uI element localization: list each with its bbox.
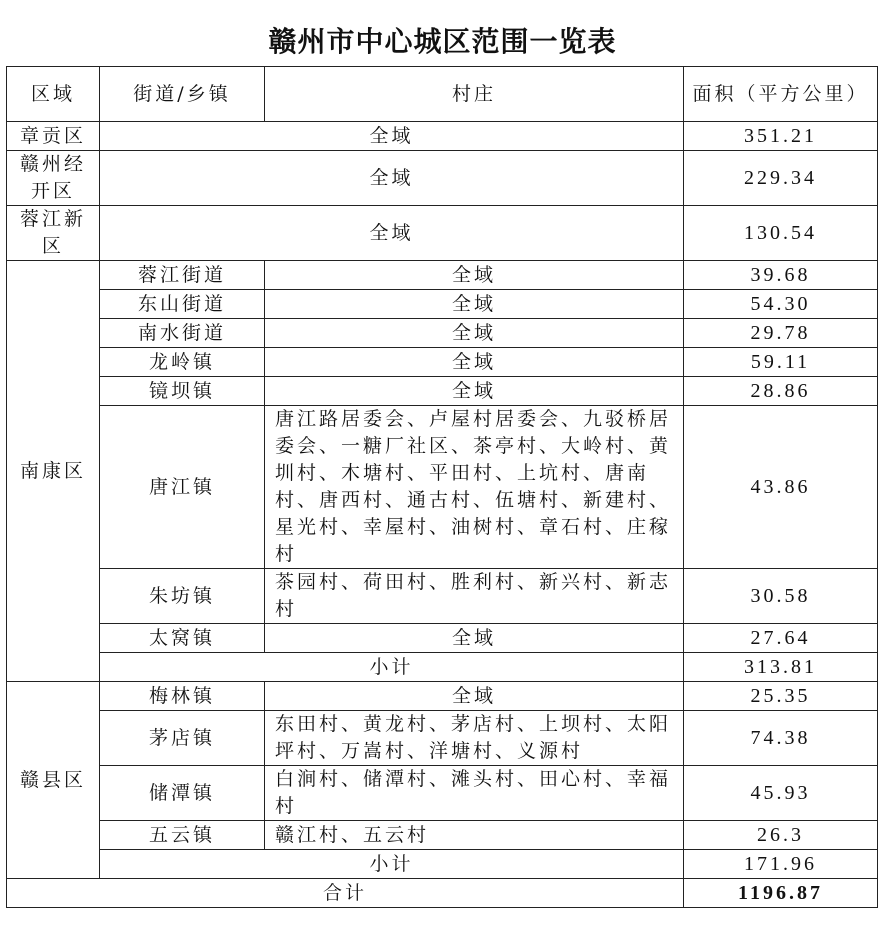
total-value: 1196.87 bbox=[684, 879, 878, 908]
table-row-zhanggong bbox=[7, 122, 878, 151]
village-cell: 全域 bbox=[100, 206, 684, 261]
street-cell: 梅林镇 bbox=[100, 682, 265, 711]
area-cell: 229.34 bbox=[684, 151, 878, 206]
header-area: 面积（平方公里） bbox=[684, 67, 878, 122]
village-cell: 全域 bbox=[265, 624, 684, 653]
table-row-subtotal bbox=[7, 850, 878, 879]
area-cell: 54.30 bbox=[684, 290, 878, 319]
table-row bbox=[7, 711, 878, 766]
page-title: 赣州市中心城区范围一览表 bbox=[268, 25, 617, 58]
village-cell: 白涧村、储潭村、滩头村、田心村、幸福村 bbox=[265, 766, 684, 821]
area-cell: 27.64 bbox=[684, 624, 878, 653]
area-cell: 39.68 bbox=[684, 261, 878, 290]
village-cell: 全域 bbox=[265, 377, 684, 406]
table-row-subtotal bbox=[7, 653, 878, 682]
street-cell: 东山街道 bbox=[100, 290, 265, 319]
table-row bbox=[7, 682, 878, 711]
street-cell: 龙岭镇 bbox=[100, 348, 265, 377]
subtotal-value: 171.96 bbox=[684, 850, 878, 879]
area-cell: 45.93 bbox=[684, 766, 878, 821]
street-cell: 储潭镇 bbox=[100, 766, 265, 821]
street-cell: 朱坊镇 bbox=[100, 569, 265, 624]
street-cell: 蓉江街道 bbox=[100, 261, 265, 290]
table-row-rongjiang-new bbox=[7, 206, 878, 261]
village-cell: 茶园村、荷田村、胜利村、新兴村、新志村 bbox=[265, 569, 684, 624]
district-cell: 赣州经开区 bbox=[7, 151, 100, 206]
table-row bbox=[7, 624, 878, 653]
total-label: 合计 bbox=[7, 879, 684, 908]
header-village: 村庄 bbox=[265, 67, 684, 122]
city-scope-table bbox=[6, 66, 878, 908]
village-cell: 唐江路居委会、卢屋村居委会、九驳桥居委会、一糖厂社区、茶亭村、大岭村、黄圳村、木塘村、平田村、上坑村、唐南村、唐西村、通古村、伍塘村、新建村、星光村、幸屋村、油树村、章石村、庄稼村 bbox=[265, 406, 684, 569]
area-cell: 351.21 bbox=[684, 122, 878, 151]
street-cell: 太窝镇 bbox=[100, 624, 265, 653]
subtotal-label: 小计 bbox=[100, 653, 684, 682]
street-cell: 镜坝镇 bbox=[100, 377, 265, 406]
village-cell: 全域 bbox=[265, 319, 684, 348]
district-cell: 蓉江新区 bbox=[7, 206, 100, 261]
area-cell: 130.54 bbox=[684, 206, 878, 261]
village-cell: 全域 bbox=[265, 682, 684, 711]
village-cell: 全域 bbox=[100, 122, 684, 151]
table-row-jingkai bbox=[7, 151, 878, 206]
area-cell: 26.3 bbox=[684, 821, 878, 850]
district-cell-ganxian: 赣县区 bbox=[7, 682, 100, 879]
table-row bbox=[7, 290, 878, 319]
street-cell: 五云镇 bbox=[100, 821, 265, 850]
table-row bbox=[7, 821, 878, 850]
area-cell: 59.11 bbox=[684, 348, 878, 377]
area-cell: 30.58 bbox=[684, 569, 878, 624]
subtotal-label: 小计 bbox=[100, 850, 684, 879]
district-cell-nankang: 南康区 bbox=[7, 261, 100, 682]
table-row bbox=[7, 319, 878, 348]
street-cell: 唐江镇 bbox=[100, 406, 265, 569]
district-cell: 章贡区 bbox=[7, 122, 100, 151]
table-row bbox=[7, 261, 878, 290]
village-cell: 赣江村、五云村 bbox=[265, 821, 684, 850]
village-cell: 全域 bbox=[265, 290, 684, 319]
header-district: 区域 bbox=[7, 67, 100, 122]
village-cell: 全域 bbox=[265, 348, 684, 377]
area-cell: 74.38 bbox=[684, 711, 878, 766]
area-cell: 28.86 bbox=[684, 377, 878, 406]
street-cell: 南水街道 bbox=[100, 319, 265, 348]
subtotal-value: 313.81 bbox=[684, 653, 878, 682]
village-cell: 东田村、黄龙村、茅店村、上坝村、太阳坪村、万嵩村、洋塘村、义源村 bbox=[265, 711, 684, 766]
street-cell: 茅店镇 bbox=[100, 711, 265, 766]
area-cell: 29.78 bbox=[684, 319, 878, 348]
village-cell: 全域 bbox=[265, 261, 684, 290]
table-row bbox=[7, 766, 878, 821]
table-row bbox=[7, 348, 878, 377]
table-row bbox=[7, 406, 878, 569]
table-row bbox=[7, 377, 878, 406]
table-row-total bbox=[7, 879, 878, 908]
village-cell: 全域 bbox=[100, 151, 684, 206]
table-header-row bbox=[7, 67, 878, 122]
table-row bbox=[7, 569, 878, 624]
area-cell: 43.86 bbox=[684, 406, 878, 569]
area-cell: 25.35 bbox=[684, 682, 878, 711]
header-street: 街道/乡镇 bbox=[100, 67, 265, 122]
